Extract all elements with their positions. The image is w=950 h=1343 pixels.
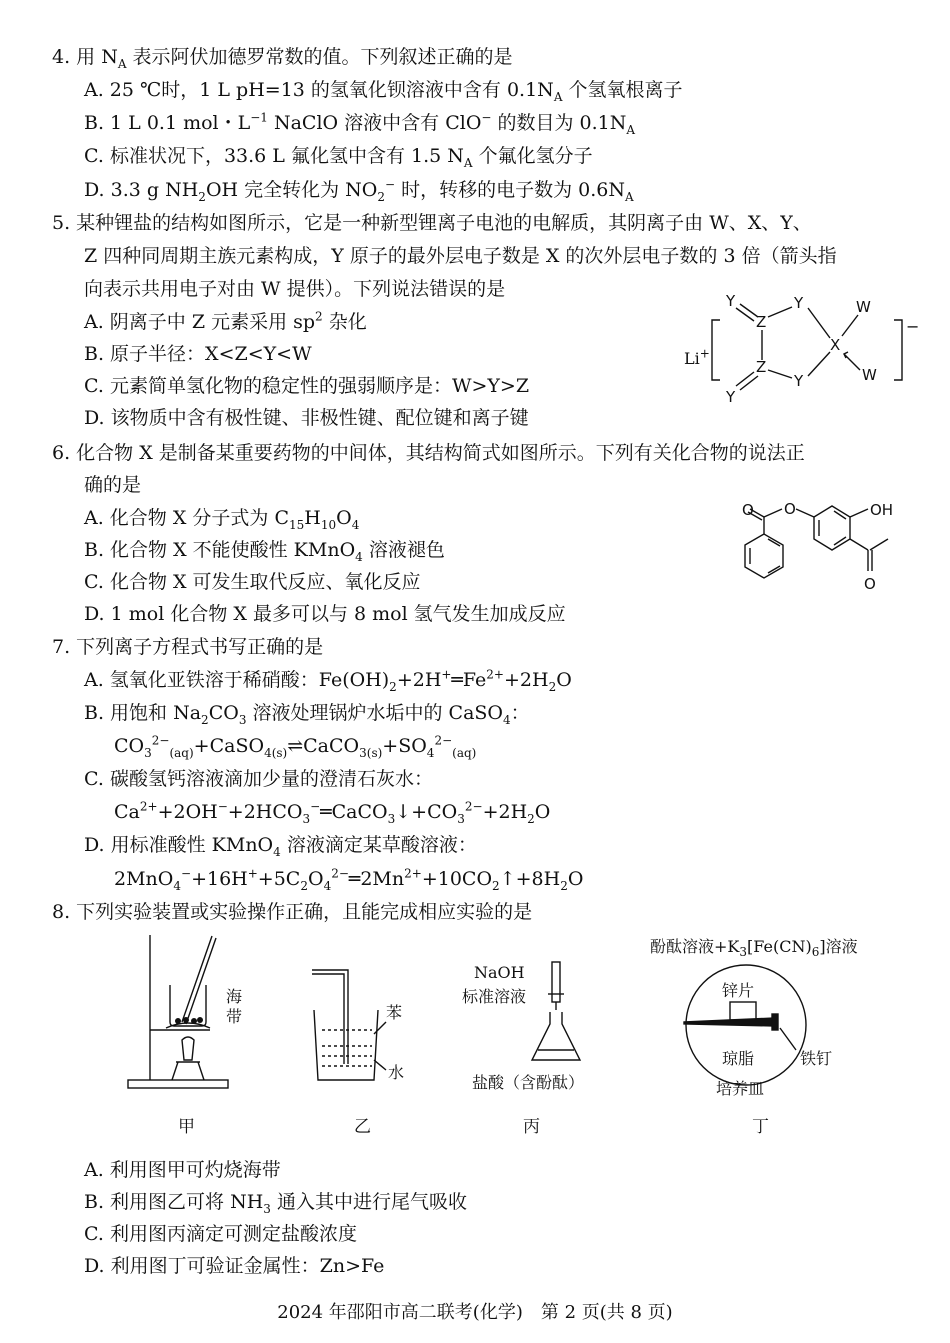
q5-option-d: D. 该物质中含有极性键、非极性键、配位键和离子键 xyxy=(84,407,529,429)
q8-figure-jia xyxy=(120,930,260,1095)
q8-option-d: D. 利用图丁可验证金属性：Zn>Fe xyxy=(84,1255,385,1277)
q8-figure-ding-caption: 丁 xyxy=(752,1117,769,1137)
q5-figure-w-top: W xyxy=(856,298,871,316)
q6-figure-o-carbonyl: O xyxy=(742,501,754,519)
q8-bing-label-hcl: 盐酸（含酚酞） xyxy=(472,1073,585,1092)
page-footer: 2024 年邵阳市高二联考(化学) 第 2 页(共 8 页) xyxy=(277,1302,673,1323)
q8-ding-label-nail: 铁钉 xyxy=(800,1049,833,1068)
q5-option-b: B. 原子半径：X<Z<Y<W xyxy=(84,343,312,365)
q5-figure-y-bottom: Y xyxy=(794,372,804,390)
q6-figure-oh: OH xyxy=(870,501,894,519)
q8-figure-yi xyxy=(300,960,420,1090)
q6-option-c: C. 化合物 X 可发生取代反应、氧化反应 xyxy=(84,571,421,593)
q7-option-d: D. 用标准酸性 KMnO$_4$ 溶液滴定某草酸溶液： xyxy=(84,834,477,859)
q5-lithium-salt-structure xyxy=(680,290,920,410)
q5-figure-y-top: Y xyxy=(794,294,804,312)
q4-stem: 4. 用 $N_A$ 表示阿伏加德罗常数的值。下列叙述正确的是 xyxy=(52,46,513,71)
q5-figure-z-top: Z xyxy=(756,313,767,331)
q7-option-b-equation: $CO_3^{2-}_{(aq)}+CaSO_{4(s)}\rightleftharpoons CaCO_{3(s)}+SO_4^{2-}_{(aq)}$ xyxy=(114,733,477,760)
q4-option-a: A. 25 ℃时，1 L pH=13 的氢氧化钡溶液中含有 $0.1N_A$ 个氢氧根离子 xyxy=(84,79,683,104)
q7-option-b: B. 用饱和 $Na_2CO_3$ 溶液处理锅炉水垢中的 CaSO$_4$： xyxy=(84,702,530,727)
q7-option-a: A. 氢氧化亚铁溶于稀硝酸：$Fe(OH)_2+2H^+═Fe^{2+}+2H_2O$ xyxy=(84,667,572,694)
q7-option-c: C. 碳酸氢钙溶液滴加少量的澄清石灰水： xyxy=(84,768,433,790)
q5-figure-li: Li+ xyxy=(684,346,710,368)
q6-stem-line1: 6. 化合物 X 是制备某重要药物的中间体，其结构简式如图所示。下列有关化合物的说法正 xyxy=(52,442,805,464)
q8-jia-label-kelp-1: 海带 xyxy=(226,987,243,1026)
q5-figure-y-bottom-left: Y xyxy=(726,388,736,406)
q5-figure-z-bottom: Z xyxy=(756,358,767,376)
q6-option-b: B. 化合物 X 不能使酸性 KMnO$_4$ 溶液褪色 xyxy=(84,539,445,564)
q5-stem-line3: 向表示共用电子对由 W 提供）。下列说法错误的是 xyxy=(84,278,506,300)
q8-ding-title: 酚酞溶液$+K_3[Fe(CN)_6]$溶液 xyxy=(650,937,858,960)
q6-stem-line2: 确的是 xyxy=(84,474,142,496)
q4-option-d: D. 3.3 g $NH_2OH$ 完全转化为 $NO_2^-$ 时，转移的电子数为 $0.6N_A$ xyxy=(84,177,634,204)
q8-option-a: A. 利用图甲可灼烧海带 xyxy=(84,1159,281,1181)
q8-figure-yi-caption: 乙 xyxy=(354,1117,371,1137)
q7-stem: 7. 下列离子方程式书写正确的是 xyxy=(52,636,324,658)
q6-compound-x-structure xyxy=(730,495,930,605)
q7-option-d-equation: $2MnO_4^-+16H^++5C_2O_4^{2-}═2Mn^{2+}+10CO_2↑+8H_2O$ xyxy=(114,866,584,893)
q8-option-c: C. 利用图丙滴定可测定盐酸浓度 xyxy=(84,1223,357,1245)
q6-figure-o-ketone: O xyxy=(864,575,876,593)
q5-figure-x: X xyxy=(830,336,841,354)
q5-figure-y-top-left: Y xyxy=(726,292,736,310)
q8-ding-label-zinc: 锌片 xyxy=(722,981,755,1000)
q8-yi-label-water: 水 xyxy=(388,1063,405,1082)
q7-option-c-equation: $Ca^{2+}+2OH^-+2HCO_3^-═CaCO_3↓+CO_3^{2-}+2H_2O$ xyxy=(114,799,551,826)
q8-figure-jia-caption: 甲 xyxy=(178,1117,195,1137)
q4-option-c: C. 标准状况下，33.6 L 氟化氢中含有 1.5 $N_A$ 个氟化氢分子 xyxy=(84,145,593,170)
q6-option-d: D. 1 mol 化合物 X 最多可以与 8 mol 氢气发生加成反应 xyxy=(84,603,566,625)
q8-stem: 8. 下列实验装置或实验操作正确，且能完成相应实验的是 xyxy=(52,901,533,923)
q5-option-a: A. 阴离子中 Z 元素采用 $sp^2$ 杂化 xyxy=(84,309,367,333)
q8-ding-label-dish: 培养皿 xyxy=(716,1079,765,1098)
q5-figure-charge: − xyxy=(906,317,920,336)
q8-ding-label-agar: 琼脂 xyxy=(722,1049,755,1068)
q4-option-b: B. 1 L 0.1 mol・$L^{-1}$ NaClO 溶液中含有 ClO− 的数目为 $0.1N_A$ xyxy=(84,110,636,137)
q5-stem-line1: 5. 某种锂盐的结构如图所示，它是一种新型锂离子电池的电解质，其阴离子由 W、X、Y、 xyxy=(52,212,812,234)
q8-yi-label-benzene: 苯 xyxy=(386,1003,403,1022)
q5-stem-line2: Z 四种同周期主族元素构成，Y 原子的最外层电子数是 X 的次外层电子数的 3 倍（箭头指 xyxy=(84,245,837,267)
q8-figure-bing-caption: 丙 xyxy=(523,1117,540,1137)
q6-option-a: A. 化合物 X 分子式为 $C_{15}H_{10}O_4$ xyxy=(84,507,360,532)
q6-figure-o-ester: O xyxy=(784,500,796,518)
q8-figure-bing xyxy=(520,960,600,1070)
q5-figure-w-bottom: W xyxy=(862,366,877,384)
q8-option-b: B. 利用图乙可将 $NH_3$ 通入其中进行尾气吸收 xyxy=(84,1191,467,1216)
q5-option-c: C. 元素简单氢化物的稳定性的强弱顺序是：W>Y>Z xyxy=(84,375,530,397)
q8-bing-label-naoh: NaOH xyxy=(474,963,525,982)
q8-bing-label-standard-solution: 标准溶液 xyxy=(462,987,527,1006)
